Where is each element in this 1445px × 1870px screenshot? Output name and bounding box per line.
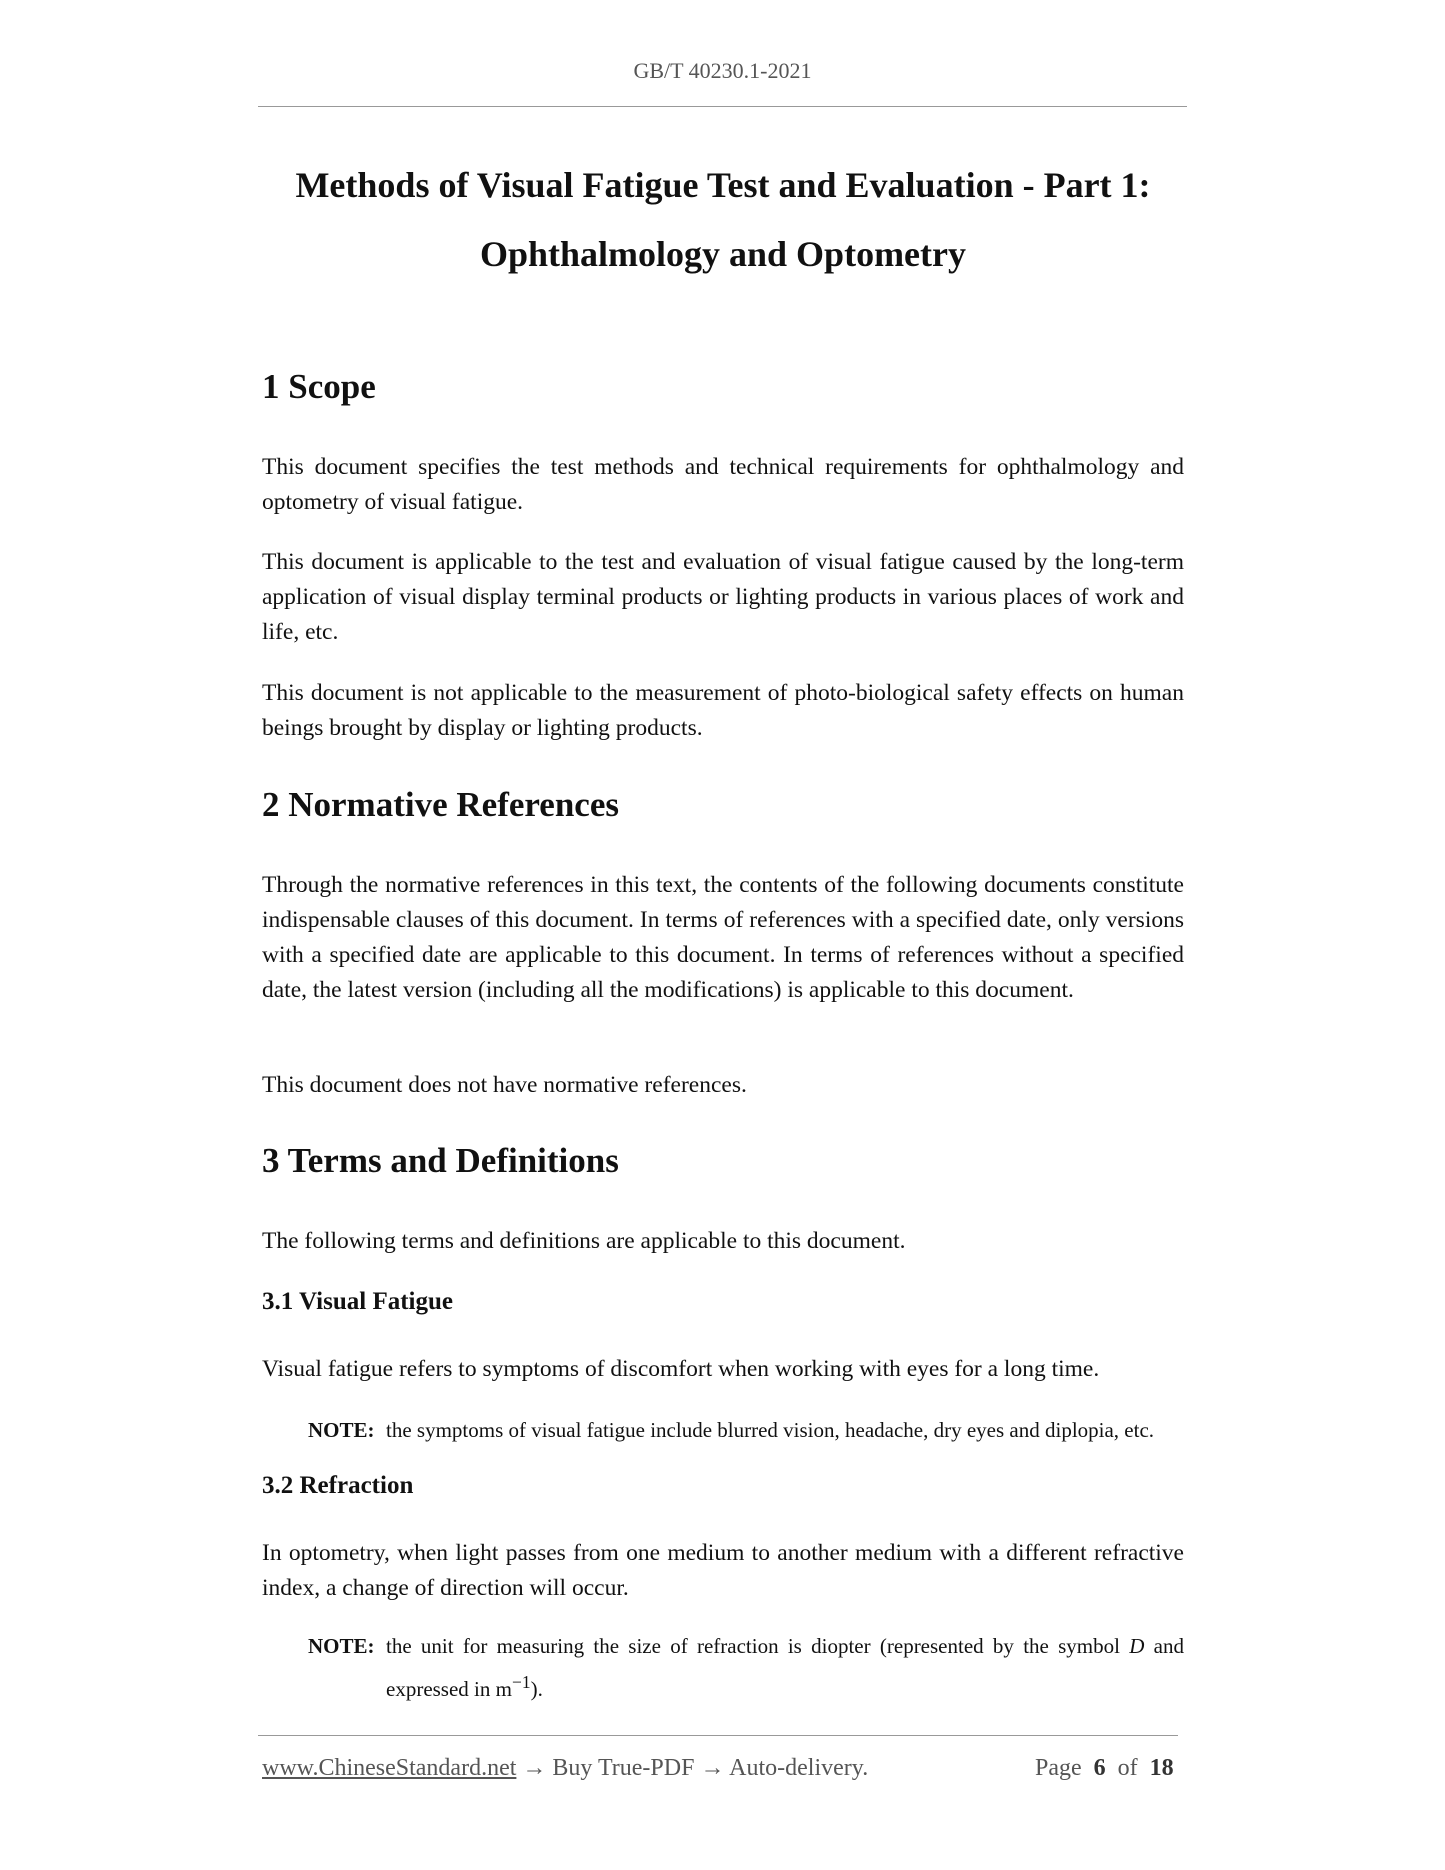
- note-text: the unit for measuring the size of refraction is diopter (represented by the symbol D and expressed in $m^{-1}$).: [386, 1634, 1184, 1701]
- section-heading-scope: 1 Scope: [262, 367, 376, 406]
- buy-true-pdf-text: Buy True-PDF: [552, 1755, 695, 1781]
- subsection-heading-visual-fatigue: 3.1 Visual Fatigue: [262, 1288, 453, 1315]
- normative-references-paragraph-2: This document does not have normative references.: [262, 1072, 747, 1098]
- footer-promo: [262, 1755, 868, 1782]
- subsection-heading-refraction: 3.2 Refraction: [262, 1472, 414, 1499]
- normative-references-paragraph-1: Through the normative references in this text, the contents of the following documents constitute indispensable clauses of this document. In terms of references with a specified date, only versions with a specified date are applicable to this document. In terms of references without a specified date, the latest version (including all the modifications) is applicable to this document.: [262, 872, 1184, 1003]
- document-code-header: GB/T 40230.1-2021: [633, 58, 812, 83]
- arrow-right-icon: →: [700, 1755, 725, 1781]
- note-text: the symptoms of visual fatigue include blurred vision, headache, dry eyes and diplopia, etc.: [386, 1418, 1155, 1442]
- arrow-right-icon: →: [522, 1755, 547, 1781]
- page-indicator: [1035, 1755, 1174, 1782]
- scope-paragraph-1: This document specifies the test methods and technical requirements for ophthalmology and optometry of visual fatigue.: [262, 454, 1184, 515]
- auto-delivery-text: Auto-delivery.: [729, 1755, 869, 1781]
- header-divider: [258, 106, 1187, 107]
- current-page-number: 6: [1093, 1755, 1106, 1781]
- refraction-note: [308, 1628, 1184, 1707]
- section-heading-terms-definitions: 3 Terms and Definitions: [262, 1141, 619, 1180]
- section-heading-normative-references: 2 Normative References: [262, 785, 619, 824]
- scope-paragraph-3: This document is not applicable to the measurement of photo-biological safety effects on human beings brought by display or lighting products.: [262, 680, 1184, 741]
- terms-intro-paragraph: The following terms and definitions are applicable to this document.: [262, 1228, 906, 1254]
- note-label: NOTE:: [308, 1634, 375, 1658]
- unit-exponent: −1: [511, 1672, 531, 1692]
- visual-fatigue-definition: Visual fatigue refers to symptoms of discomfort when working with eyes for a long time.: [262, 1356, 1100, 1382]
- total-page-count: 18: [1149, 1755, 1174, 1781]
- of-label: of: [1117, 1755, 1138, 1781]
- page-label: Page: [1035, 1755, 1082, 1781]
- footer-divider: [258, 1735, 1178, 1736]
- scope-paragraph-2: This document is applicable to the test and evaluation of visual fatigue caused by the long-term application of visual display terminal products or lighting products in various places of work and life, etc.: [262, 549, 1184, 645]
- visual-fatigue-note: [308, 1412, 1184, 1448]
- note-label: NOTE:: [308, 1418, 375, 1442]
- website-link[interactable]: www.ChineseStandard.net: [262, 1755, 517, 1781]
- refraction-definition: In optometry, when light passes from one medium to another medium with a different refractive index, a change of direction will occur.: [262, 1540, 1184, 1601]
- document-title-line-2: Ophthalmology and Optometry: [479, 234, 967, 274]
- diopter-symbol: D: [1129, 1634, 1145, 1658]
- document-title-line-1: Methods of Visual Fatigue Test and Evaluation - Part 1:: [295, 165, 1151, 205]
